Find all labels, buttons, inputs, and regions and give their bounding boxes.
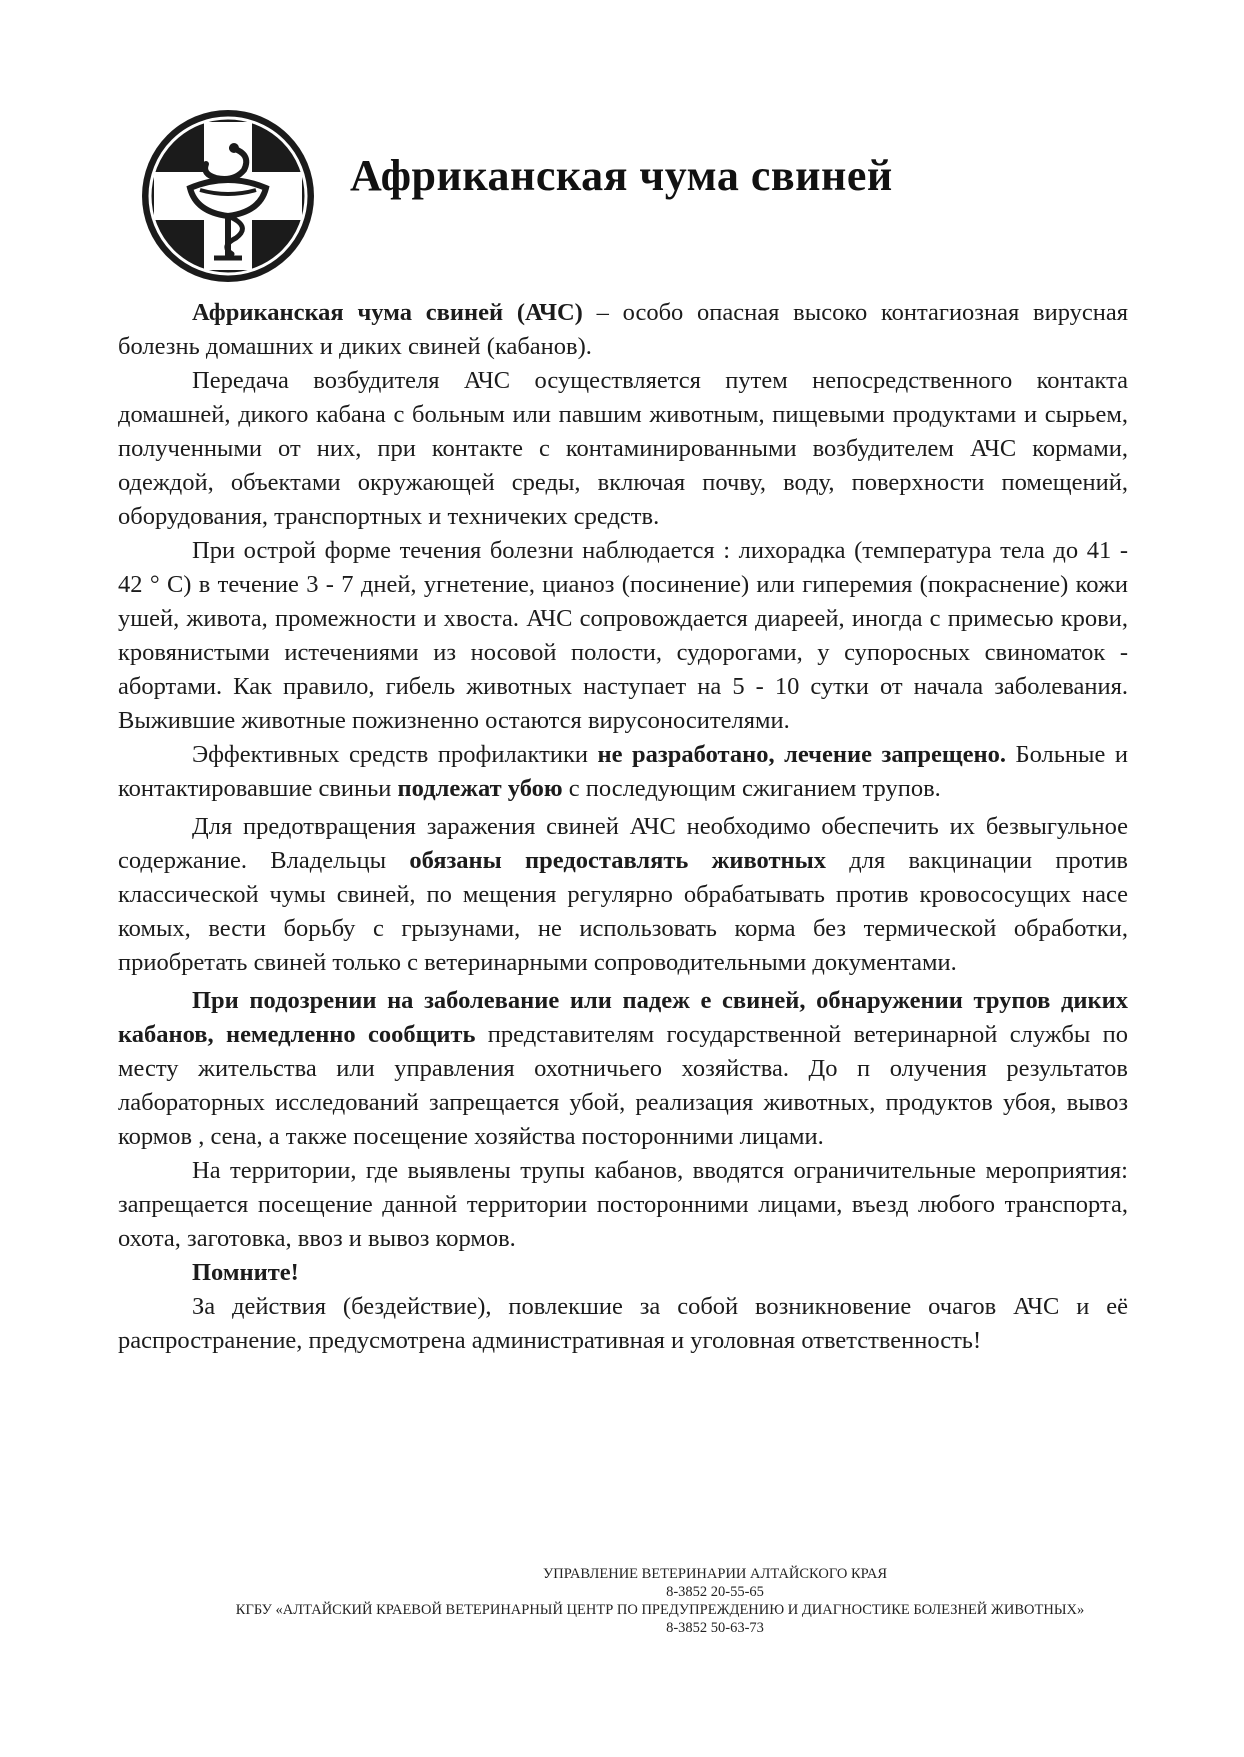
prevention-text-2: Больные и контактировавшие свиньи	[118, 741, 1129, 802]
remember-bold: Помните!	[192, 1259, 299, 1286]
measures-text: Для предотвращения заражения свиней АЧС необходимо обеспечить их безвыгульное содержание. Владельцы	[118, 813, 1128, 874]
footer-contacts	[180, 1565, 1140, 1637]
definition-text: – особо опасная высоко контагиозная вирусная болезнь домашних и диких свиней (кабанов).	[118, 299, 1128, 360]
slaughter-bold: подлежат убою	[397, 775, 563, 802]
paragraph-transmission: Передача возбудителя АЧС осуществляется путем непосредственного контакта домашней, дикого кабана с больным или павшим животным, пищевыми продуктами и сырьем, полученными от них, при контакте с контаминированными возбудителем АЧС кормами, одеждой, объектами окружающей среды, включая почву, воду, поверхности помещений, оборудования, транспортных и техничеких средств.	[118, 367, 1128, 530]
prevention-text: Эффективных средств профилактики	[192, 741, 598, 768]
page-title: Африканская чума свиней	[350, 151, 893, 200]
paragraph-measures	[118, 810, 1128, 980]
prevention-bold: не разработано, лечение запрещено.	[597, 741, 1006, 768]
prevention-text-3: с последующим сжиганием трупов.	[562, 775, 941, 802]
suspicion-bold: При подозрении на заболевание или падеж е свиней, обнаружении трупов диких кабанов, немедленно сообщить	[118, 987, 1128, 1048]
paragraph-suspicion	[118, 984, 1128, 1154]
paragraph-symptoms: При острой форме течения болезни наблюдается : лихорадка (температура тела до 41 - 42 ° С) в течение 3 - 7 дней, угнетение, цианоз (посинение) или гиперемия (покраснение) кожи ушей, живота, промежности и хвоста. АЧС сопровождается диареей, иногда с примесью крови, кровянистыми истечениями из носовой полости, судорогами, у супоросных свиноматок - абортами. Как правило, гибель животных наступает на 5 - 10 сутки от начала заболевания. Выжившие животные пожизненно остаются вирусоносителями.	[118, 537, 1128, 734]
footer-org-2: КГБУ «АЛТАЙСКИЙ КРАЕВОЙ ВЕТЕРИНАРНЫЙ ЦЕНТР ПО ПРЕДУПРЕЖДЕНИЮ И ДИАГНОСТИКЕ БОЛЕЗНЕЙ ЖИВОТНЫХ»	[235, 1602, 1085, 1618]
paragraph-remember	[118, 1256, 1128, 1290]
paragraph-territory: На территории, где выявлены трупы кабанов, вводятся ограничительные мероприятия: запрещается посещение данной территории посторонними лицами, въезд любого транспорта, охота, заготовка, ввоз и вывоз кормов.	[118, 1157, 1128, 1252]
paragraph-prevention	[118, 738, 1128, 806]
veterinary-emblem-icon	[140, 108, 316, 284]
document-body	[118, 296, 1128, 1358]
measures-bold: обязаны предоставлять животных	[409, 847, 827, 874]
paragraph-responsibility: За действия (бездействие), повлекшие за собой возникновение очагов АЧС и её распространение, предусмотрена административная и уголовная ответственность!	[118, 1293, 1128, 1354]
suspicion-text: представителям государственной ветеринарной службы по месту жительства или управления охотничьего хозяйства. До п олучения результатов лабораторных исследований запрещается убой, реализация животных, продуктов убоя, вывоз кормов , сена, а также посещение хозяйства посторонними лицами.	[118, 1021, 1129, 1150]
footer-phone-1: 8-3852 20-55-65	[666, 1584, 764, 1600]
term-bold: Африканская чума свиней (АЧС)	[192, 299, 583, 326]
measures-text-2: для вакцинации против классической чумы свиней, по мещения регулярно обрабатывать против кровососущих насе комых, вести борьбу с грызунами, не использовать корма без термической обработки, приобретать свиней только с ветеринарными сопроводительными документами.	[118, 847, 1128, 976]
footer-phone-2: 8-3852 50-63-73	[666, 1620, 764, 1636]
paragraph-definition	[118, 296, 1128, 364]
footer-org-1: УПРАВЛЕНИЕ ВЕТЕРИНАРИИ АЛТАЙСКОГО КРАЯ	[543, 1566, 887, 1582]
